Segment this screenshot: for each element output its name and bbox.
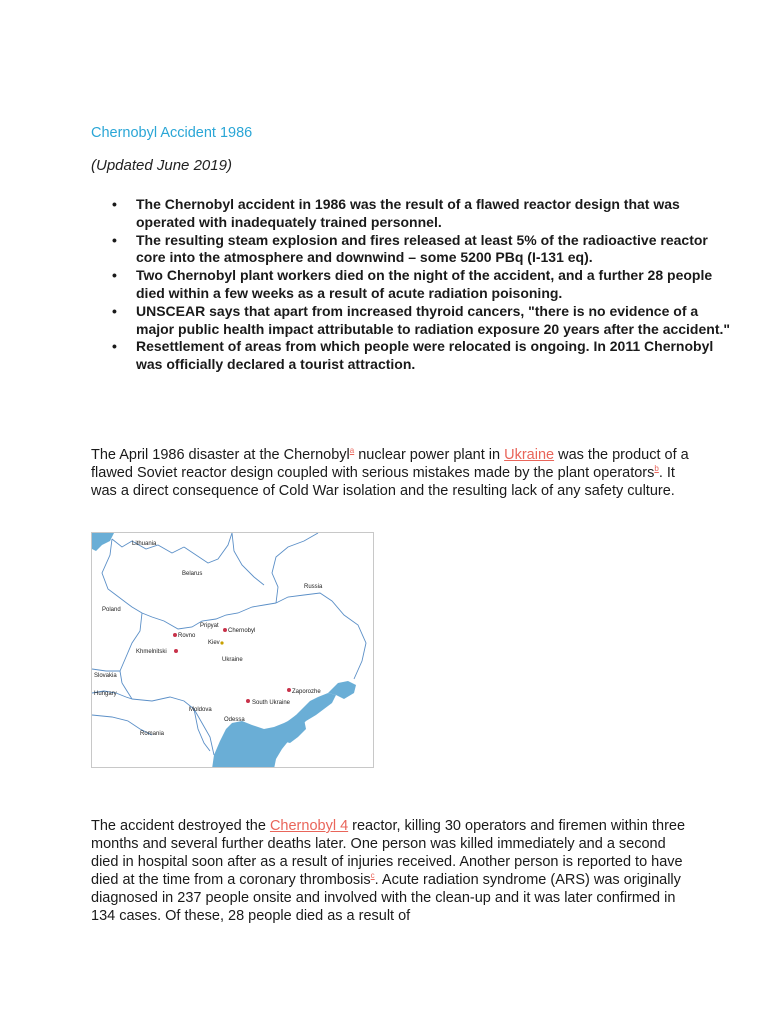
map-label-russia: Russia (304, 584, 323, 590)
map-label-khmelnitski: Khmelnitski (136, 649, 167, 655)
paragraph-text: The accident destroyed the (91, 818, 270, 834)
map-label-pripyat: Pripyat (200, 623, 219, 629)
ukraine-link[interactable]: Ukraine (504, 447, 555, 463)
rovno-plant-marker (173, 633, 177, 637)
map-label-belarus: Belarus (182, 571, 203, 577)
bullet-item: • The Chernobyl accident in 1986 was the result of a flawed reactor design that was operated with inadequately trained personnel. (136, 196, 736, 232)
map-label-odessa: Odessa (224, 717, 245, 723)
map-label-kiev: Kiev (208, 640, 220, 646)
map-label-zaporozhe: Zaporozhe (292, 689, 321, 695)
chernobyl-4-link[interactable]: Chernobyl 4 (269, 818, 349, 834)
map-label-poland: Poland (102, 607, 121, 613)
ukraine-map (91, 532, 374, 768)
chernobyl-plant-marker (223, 628, 227, 632)
footnote-b-link[interactable]: b (654, 464, 659, 474)
map-svg (92, 533, 374, 768)
map-label-south-ukraine: South Ukraine (252, 700, 291, 706)
accident-paragraph (91, 817, 691, 925)
map-label-rovno: Rovno (178, 633, 196, 639)
paragraph-text: . It was a direct consequence of Cold War isolation and the resulting lack of any safety culture. (91, 465, 675, 499)
map-label-lithuania: Lithuania (132, 541, 157, 547)
map-label-romania: Romania (140, 731, 165, 737)
paragraph-text: . Acute radiation syndrome (ARS) was originally diagnosed in 237 people onsite and involved with the clean-up and it was later confirmed in 134 cases. Of these, 28 people died as a result of (91, 872, 681, 924)
bullet-item: • Two Chernobyl plant workers died on the night of the accident, and a further 28 people died within a few weeks as a result of acute radiation poisoning. (136, 267, 736, 303)
map-label-slovakia: Slovakia (94, 673, 117, 679)
map-label-hungary: Hungary (94, 691, 117, 697)
south-ukraine-plant-marker (246, 699, 250, 703)
khmelnitski-plant-marker (174, 649, 178, 653)
paragraph-text: reactor, killing 30 operators and firemen within three months and several further deaths later. One person was killed immediately and a second died in hospital soon after as a result of injuries received. Another person is reported to have died at the time from a coronary thrombosis (91, 818, 686, 888)
page-title: Chernobyl Accident 1986 (91, 125, 253, 141)
map-label-chernobyl: Chernobyl (228, 628, 256, 634)
map-label-moldova: Moldova (189, 707, 212, 713)
map-label-ukraine: Ukraine (222, 657, 243, 663)
paragraph-text: nuclear power plant in (354, 447, 505, 463)
zaporozhe-plant-marker (287, 688, 291, 692)
paragraph-text: The April 1986 disaster at the Chernobyl (91, 447, 350, 463)
footnote-a-link[interactable]: a (349, 446, 355, 456)
kiev-city-marker (220, 641, 223, 644)
bullet-item: • The resulting steam explosion and fires released at least 5% of the radioactive reactor core into the atmosphere and downwind – some 5200 PBq (I-131 eq). (136, 232, 736, 268)
paragraph-text: was the product of a flawed Soviet reactor design coupled with serious mistakes made by the plant operators (91, 447, 689, 481)
intro-paragraph (91, 446, 691, 500)
bullet-item: • Resettlement of areas from which people were relocated is ongoing. In 2011 Chernobyl was officially declared a tourist attraction. (136, 338, 736, 374)
updated-date: (Updated June 2019) (91, 157, 232, 174)
bullet-item: • UNSCEAR says that apart from increased thyroid cancers, "there is no evidence of a major public health impact attributable to radiation exposure 20 years after the accident." (136, 303, 736, 339)
summary-bullets (91, 196, 736, 374)
footnote-c-link[interactable]: c (370, 871, 375, 881)
